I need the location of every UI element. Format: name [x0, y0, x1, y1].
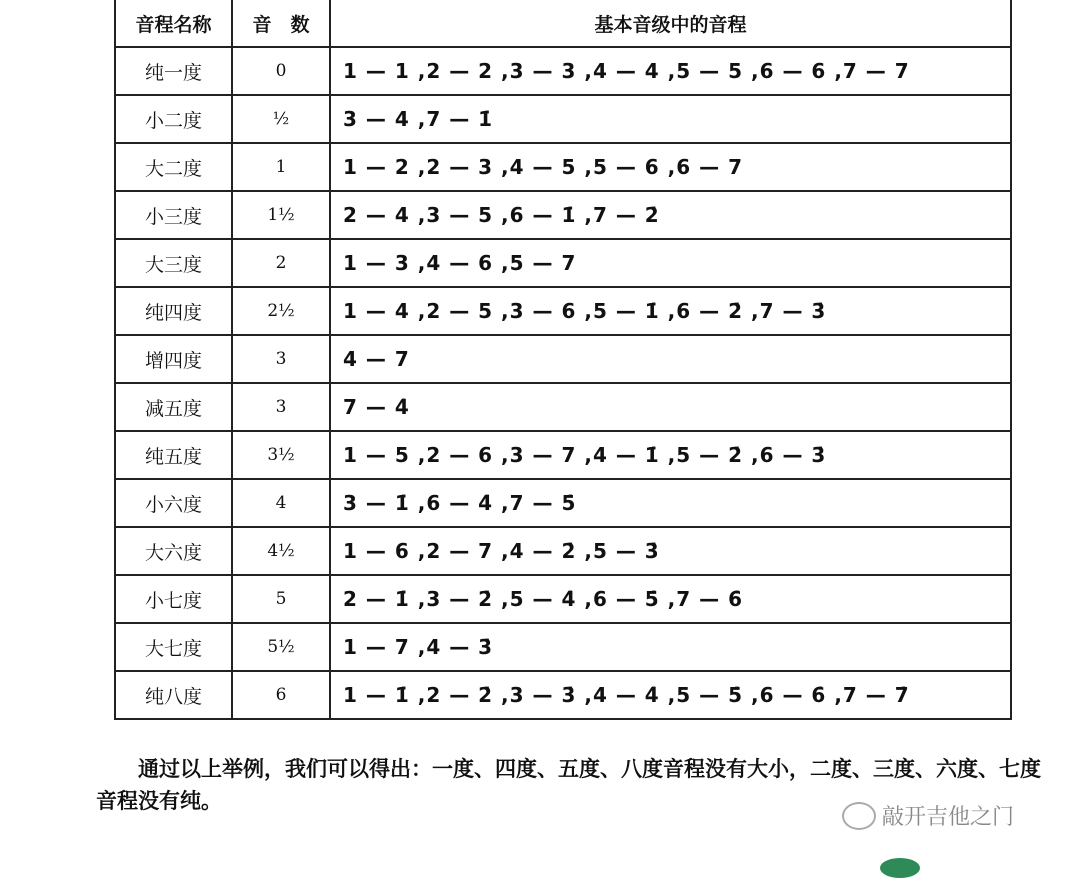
interval-name: 纯五度 — [115, 431, 232, 479]
tone-count: 1½ — [232, 191, 330, 239]
header-tone-count: 音 数 — [232, 0, 330, 47]
table-row — [115, 431, 1011, 479]
tone-count: ½ — [232, 95, 330, 143]
interval-name: 大三度 — [115, 239, 232, 287]
table-row — [115, 623, 1011, 671]
tone-count: 2 — [232, 239, 330, 287]
conclusion-paragraph: 通过以上举例，我们可以得出：一度、四度、五度、八度音程没有大小，二度、三度、六度、七度音程没有纯。 — [96, 757, 1041, 813]
interval-name: 小三度 — [115, 191, 232, 239]
interval-name: 纯四度 — [115, 287, 232, 335]
interval-name: 大二度 — [115, 143, 232, 191]
interval-examples: 7 — 4̇ — [330, 383, 1011, 431]
header-interval-name: 音程名称 — [115, 0, 232, 47]
tone-count: 3 — [232, 383, 330, 431]
interval-name: 减五度 — [115, 383, 232, 431]
table-row — [115, 47, 1011, 95]
table-row — [115, 95, 1011, 143]
table-row — [115, 239, 1011, 287]
interval-name: 增四度 — [115, 335, 232, 383]
tone-count: 2½ — [232, 287, 330, 335]
table-row — [115, 383, 1011, 431]
tone-count: 4 — [232, 479, 330, 527]
watermark — [842, 800, 1014, 831]
table-header-row — [115, 0, 1011, 47]
table-row — [115, 575, 1011, 623]
interval-examples: 3 — 1̇ ,6 — 4̇ ,7 — 5̇ — [330, 479, 1011, 527]
interval-examples: 1 — 2 ,2 — 3 ,4 — 5 ,5 — 6 ,6 — 7 — [330, 143, 1011, 191]
tone-count: 3 — [232, 335, 330, 383]
table-row — [115, 671, 1011, 719]
interval-examples: 1 — 5 ,2 — 6 ,3 — 7 ,4 — 1̇ ,5 — 2̇ ,6 — 3̇ — [330, 431, 1011, 479]
header-intervals: 基本音级中的音程 — [330, 0, 1011, 47]
interval-examples: 4 — 7 — [330, 335, 1011, 383]
table-row — [115, 479, 1011, 527]
interval-examples: 2 — 1̇ ,3 — 2̇ ,5 — 4̇ ,6 — 5̇ ,7 — 6̇ — [330, 575, 1011, 623]
table-row — [115, 143, 1011, 191]
interval-examples: 1 — 6 ,2 — 7 ,4 — 2̇ ,5 — 3̇ — [330, 527, 1011, 575]
table-row — [115, 335, 1011, 383]
interval-name: 小六度 — [115, 479, 232, 527]
interval-examples: 1 — 7 ,4 — 3̇ — [330, 623, 1011, 671]
interval-name: 大六度 — [115, 527, 232, 575]
watermark-text: 敲开吉他之门 — [882, 805, 1015, 830]
interval-examples: 1 — 3 ,4 — 6 ,5 — 7 — [330, 239, 1011, 287]
tone-count: 0 — [232, 47, 330, 95]
table-row — [115, 287, 1011, 335]
wechat-icon — [842, 802, 876, 830]
interval-examples: 1 — 1 ,2 — 2 ,3 — 3 ,4 — 4 ,5 — 5 ,6 — 6 ,7 — 7 — [330, 47, 1011, 95]
tone-count: 1 — [232, 143, 330, 191]
interval-examples: 3 — 4 ,7 — 1̇ — [330, 95, 1011, 143]
interval-name: 纯八度 — [115, 671, 232, 719]
interval-name: 大七度 — [115, 623, 232, 671]
tone-count: 5½ — [232, 623, 330, 671]
interval-examples: 2 — 4 ,3 — 5 ,6 — 1̇ ,7 — 2̇ — [330, 191, 1011, 239]
interval-name: 小二度 — [115, 95, 232, 143]
tone-count: 6 — [232, 671, 330, 719]
interval-name: 纯一度 — [115, 47, 232, 95]
tone-count: 5 — [232, 575, 330, 623]
interval-table — [114, 0, 1012, 720]
interval-examples: 1 — 1̇ ,2 — 2̇ ,3 — 3̇ ,4 — 4̇ ,5 — 5̇ ,6 — 6̇ ,7 — 7̇ — [330, 671, 1011, 719]
interval-name: 小七度 — [115, 575, 232, 623]
tone-count: 4½ — [232, 527, 330, 575]
table-row — [115, 527, 1011, 575]
green-badge-icon — [880, 858, 920, 878]
table-row — [115, 191, 1011, 239]
tone-count: 3½ — [232, 431, 330, 479]
interval-examples: 1 — 4 ,2 — 5 ,3 — 6 ,5 — 1̇ ,6 — 2̇ ,7 — 3̇ — [330, 287, 1011, 335]
